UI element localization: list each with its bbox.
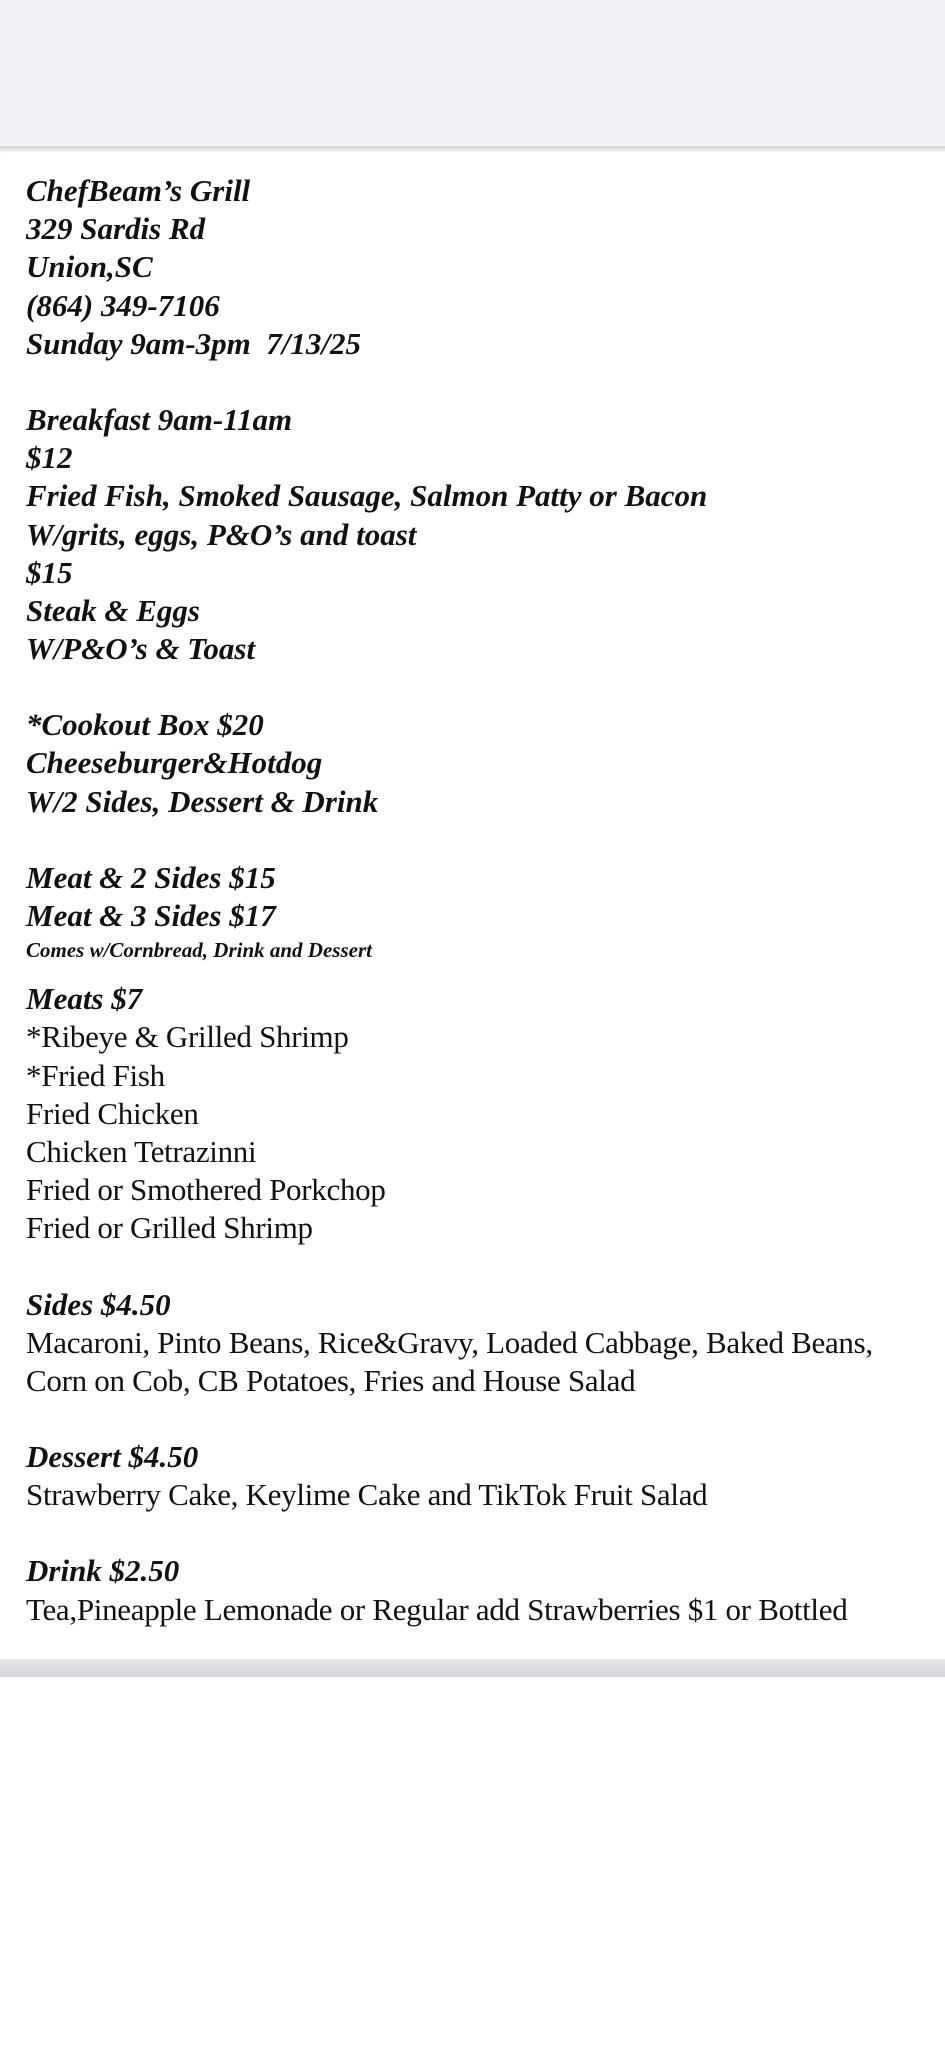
breakfast-items-15: Steak & Eggs	[26, 592, 200, 628]
spacer	[26, 1248, 941, 1286]
breakfast-with-15: W/P&O’s & Toast	[26, 631, 256, 667]
meat-item: Fried Chicken	[26, 1095, 199, 1131]
breakfast-heading: Breakfast 9am-11am	[26, 401, 293, 437]
meat-item: *Ribeye & Grilled Shrimp	[26, 1019, 349, 1055]
menu-page[interactable]	[4, 152, 945, 1659]
cookout-heading: *Cookout Box $20	[26, 707, 264, 743]
page-shadow-bottom	[0, 1659, 945, 1677]
top-background	[0, 0, 945, 148]
breakfast-price-15: $15	[26, 554, 73, 590]
breakfast-price-12: $12	[26, 440, 73, 476]
meat-item: Chicken Tetrazinni	[26, 1133, 257, 1169]
spacer	[26, 1400, 941, 1438]
spacer	[26, 668, 941, 706]
drink-items: Tea,Pineapple Lemonade or Regular add Strawberries $1 or Bottled	[26, 1591, 848, 1627]
meats-heading: Meats $7	[26, 981, 143, 1017]
spacer	[26, 363, 941, 401]
plate-two-sides: Meat & 2 Sides $15	[26, 859, 276, 895]
meat-item: *Fried Fish	[26, 1057, 165, 1093]
menu-content	[26, 172, 941, 1629]
restaurant-city: Union,SC	[26, 249, 153, 285]
plate-note: Comes w/Cornbread, Drink and Dessert	[26, 938, 372, 963]
restaurant-phone: (864) 349-7106	[26, 287, 220, 323]
plate-three-sides: Meat & 3 Sides $17	[26, 898, 276, 933]
meat-item: Fried or Smothered Porkchop	[26, 1172, 386, 1208]
restaurant-address: 329 Sardis Rd	[26, 211, 206, 247]
spacer	[26, 966, 941, 980]
spacer	[26, 1514, 941, 1552]
drink-heading: Drink $2.50	[26, 1553, 180, 1589]
breakfast-items-12: Fried Fish, Smoked Sausage, Salmon Patty or Bacon	[26, 478, 708, 514]
sides-heading: Sides $4.50	[26, 1286, 171, 1322]
sides-line-1: Macaroni, Pinto Beans, Rice&Gravy, Loaded Cabbage, Baked Beans,	[26, 1324, 873, 1360]
restaurant-hours: Sunday 9am-3pm 7/13/25	[26, 325, 362, 361]
breakfast-with-12: W/grits, eggs, P&O’s and toast	[26, 516, 417, 552]
sides-line-2: Corn on Cob, CB Potatoes, Fries and House Salad	[26, 1362, 636, 1398]
dessert-heading: Dessert $4.50	[26, 1439, 199, 1475]
bottom-background	[0, 1677, 945, 2048]
cookout-items: Cheeseburger&Hotdog	[26, 745, 323, 781]
dessert-items: Strawberry Cake, Keylime Cake and TikTok Fruit Salad	[26, 1477, 708, 1513]
cookout-with: W/2 Sides, Dessert & Drink	[26, 783, 379, 819]
spacer	[26, 821, 941, 859]
restaurant-name: ChefBeam’s Grill	[26, 173, 251, 208]
meat-item: Fried or Grilled Shrimp	[26, 1210, 313, 1246]
